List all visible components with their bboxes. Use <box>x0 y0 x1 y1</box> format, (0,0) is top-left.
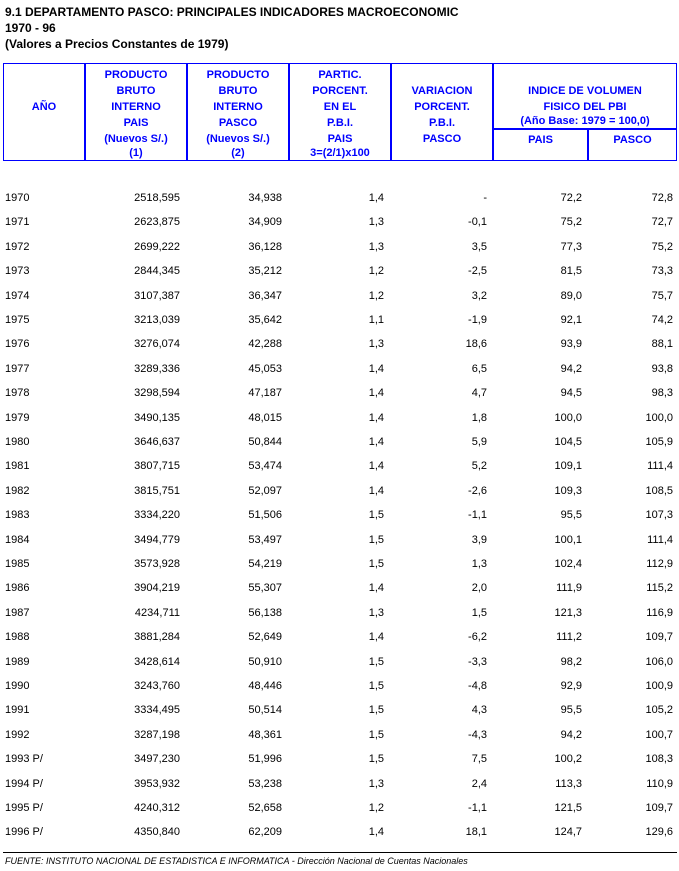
cell-year: 1974 <box>5 289 30 302</box>
cell-pbi-pais: 4234,711 <box>134 606 180 619</box>
indice-line: (Año Base: 1979 = 100,0) <box>520 115 650 127</box>
cell-pbi-pais: 3298,594 <box>134 387 180 400</box>
table-row <box>0 534 679 558</box>
cell-pbi-pais: 3107,387 <box>134 289 180 302</box>
cell-year: 1982 <box>5 484 30 497</box>
partic-line: PAIS <box>327 133 353 145</box>
cell-variacion: -2,5 <box>468 265 487 278</box>
cell-pbi-pasco: 34,938 <box>248 192 282 204</box>
cell-variacion: 4,3 <box>471 704 487 717</box>
table-period: 1970 - 96 <box>5 21 56 35</box>
cell-indice-pasco: 88,1 <box>651 338 673 351</box>
cell-pbi-pais: 3904,219 <box>134 582 180 595</box>
cell-pbi-pasco: 55,307 <box>248 582 282 595</box>
cell-variacion: 5,9 <box>471 436 487 448</box>
cell-partic: 1,3 <box>368 338 384 351</box>
cell-indice-pais: 94,5 <box>560 387 582 400</box>
table-row <box>0 363 679 387</box>
cell-variacion: 2,4 <box>471 777 487 790</box>
cell-indice-pais: 77,3 <box>560 240 582 253</box>
cell-variacion: 6,5 <box>471 362 487 375</box>
pbi-pasco-lines <box>188 67 288 159</box>
cell-year: 1989 <box>5 655 30 668</box>
cell-partic: 1,4 <box>368 411 384 424</box>
cell-pbi-pais: 3289,336 <box>134 362 180 375</box>
cell-variacion: 5,2 <box>471 460 487 473</box>
cell-pbi-pasco: 42,288 <box>248 338 282 351</box>
cell-indice-pais: 92,1 <box>560 314 582 326</box>
cell-partic: 1,1 <box>368 314 384 326</box>
cell-partic: 1,2 <box>368 265 384 278</box>
cell-year: 1977 <box>5 362 30 375</box>
cell-pbi-pais: 3494,779 <box>134 533 180 546</box>
cell-indice-pais: 98,2 <box>560 655 582 668</box>
cell-indice-pasco: 115,2 <box>646 582 673 595</box>
cell-indice-pais: 113,3 <box>555 777 582 790</box>
cell-pbi-pasco: 51,996 <box>248 753 282 766</box>
cell-indice-pasco: 72,7 <box>651 216 673 229</box>
cell-year: 1971 <box>5 216 30 229</box>
header-anio-label: AÑO <box>31 101 57 113</box>
pbi-pasco-line: INTERNO <box>213 101 263 113</box>
cell-pbi-pasco: 52,097 <box>248 484 282 497</box>
cell-indice-pasco: 129,6 <box>645 826 673 839</box>
table-row <box>0 558 679 582</box>
cell-partic: 1,5 <box>368 753 384 766</box>
cell-indice-pasco: 72,8 <box>651 192 673 204</box>
variacion-line: P.B.I. <box>428 117 456 129</box>
footer-rule <box>3 852 677 853</box>
table-row <box>0 607 679 631</box>
cell-pbi-pasco: 35,642 <box>248 314 282 326</box>
cell-pbi-pasco: 48,015 <box>248 411 282 424</box>
cell-pbi-pais: 2699,222 <box>134 240 180 253</box>
cell-indice-pasco: 105,9 <box>645 436 673 448</box>
header-indice <box>494 64 676 128</box>
cell-pbi-pais: 3276,074 <box>134 338 180 351</box>
cell-indice-pasco: 106,0 <box>645 655 673 668</box>
cell-partic: 1,4 <box>368 387 384 400</box>
cell-pbi-pais: 3807,715 <box>134 460 180 473</box>
cell-pbi-pasco: 52,649 <box>248 631 282 644</box>
cell-year: 1975 <box>5 314 30 326</box>
cell-indice-pasco: 73,3 <box>651 265 673 278</box>
cell-indice-pasco: 109,7 <box>645 631 673 644</box>
table-row <box>0 631 679 655</box>
variacion-line: VARIACION <box>411 85 473 97</box>
table-row <box>0 387 679 411</box>
cell-variacion: 3,9 <box>471 533 487 546</box>
cell-pbi-pais: 3287,198 <box>134 728 180 741</box>
partic-line: PARTIC. <box>318 69 362 81</box>
cell-pbi-pais: 3490,135 <box>134 411 180 424</box>
cell-indice-pais: 104,5 <box>554 436 582 448</box>
header-variacion <box>392 64 492 160</box>
partic-lines <box>290 67 390 159</box>
cell-year: 1993 P/ <box>5 753 43 766</box>
cell-indice-pais: 121,3 <box>554 606 582 619</box>
cell-year: 1992 <box>5 728 30 741</box>
cell-variacion: 3,2 <box>471 289 487 302</box>
cell-indice-pasco: 111,4 <box>647 533 673 546</box>
indice-lines <box>494 83 676 127</box>
table-row <box>0 778 679 802</box>
cell-year: 1980 <box>5 436 30 448</box>
cell-partic: 1,4 <box>368 436 384 448</box>
cell-indice-pais: 121,5 <box>554 802 582 814</box>
cell-partic: 1,4 <box>368 484 384 497</box>
table-row <box>0 192 679 216</box>
pbi-pais-line: INTERNO <box>111 101 161 113</box>
cell-indice-pais: 111,9 <box>556 582 582 595</box>
header-pbi-pais <box>86 64 186 160</box>
cell-partic: 1,5 <box>368 533 384 546</box>
cell-variacion: 18,1 <box>465 826 487 839</box>
table-header <box>3 63 677 161</box>
cell-partic: 1,3 <box>368 216 384 229</box>
cell-indice-pais: 92,9 <box>560 680 582 692</box>
cell-indice-pasco: 108,5 <box>645 484 673 497</box>
cell-year: 1978 <box>5 387 30 400</box>
header-partic <box>290 64 390 160</box>
cell-partic: 1,4 <box>368 460 384 473</box>
cell-partic: 1,5 <box>368 728 384 741</box>
cell-variacion: 3,5 <box>471 240 487 253</box>
cell-pbi-pais: 3815,751 <box>134 484 180 497</box>
cell-variacion: -4,3 <box>468 728 487 741</box>
cell-pbi-pais: 3428,614 <box>134 655 180 668</box>
cell-indice-pasco: 107,3 <box>645 509 673 522</box>
table-title: 9.1 DEPARTAMENTO PASCO: PRINCIPALES INDICADORES MACROECONOMIC <box>5 5 459 19</box>
table-row <box>0 241 679 265</box>
partic-line: 3=(2/1)x100 <box>310 147 370 159</box>
table-row <box>0 729 679 753</box>
cell-indice-pasco: 111,4 <box>647 460 673 473</box>
cell-variacion: - <box>483 192 487 204</box>
cell-partic: 1,4 <box>368 192 384 204</box>
cell-indice-pasco: 75,2 <box>651 240 673 253</box>
table-row <box>0 412 679 436</box>
cell-indice-pasco: 100,0 <box>645 411 673 424</box>
cell-pbi-pais: 3334,495 <box>134 704 180 717</box>
table-row <box>0 826 679 850</box>
table-row <box>0 216 679 240</box>
cell-indice-pais: 94,2 <box>560 728 582 741</box>
cell-pbi-pais: 3881,284 <box>134 631 180 644</box>
cell-partic: 1,2 <box>368 289 384 302</box>
cell-indice-pasco: 110,9 <box>646 777 673 790</box>
cell-indice-pais: 95,5 <box>560 509 582 522</box>
cell-indice-pais: 100,2 <box>554 753 582 766</box>
cell-pbi-pasco: 56,138 <box>248 606 282 619</box>
table-row <box>0 802 679 826</box>
cell-partic: 1,2 <box>368 802 384 814</box>
cell-pbi-pasco: 53,474 <box>248 460 282 473</box>
cell-pbi-pais: 2844,345 <box>134 265 180 278</box>
cell-indice-pasco: 116,9 <box>646 606 673 619</box>
cell-pbi-pasco: 53,497 <box>248 533 282 546</box>
pbi-pais-lines <box>86 67 186 159</box>
cell-partic: 1,4 <box>368 631 384 644</box>
cell-indice-pasco: 75,7 <box>651 289 673 302</box>
cell-pbi-pais: 3243,760 <box>134 680 180 692</box>
pbi-pasco-line: (Nuevos S/.) <box>206 133 270 145</box>
cell-year: 1995 P/ <box>5 802 43 814</box>
cell-year: 1973 <box>5 265 30 278</box>
cell-indice-pasco: 74,2 <box>651 314 673 326</box>
cell-year: 1988 <box>5 631 30 644</box>
pbi-pasco-line: (2) <box>231 147 245 159</box>
cell-variacion: 7,5 <box>471 753 487 766</box>
variacion-lines <box>392 83 492 147</box>
cell-indice-pasco: 100,9 <box>645 680 673 692</box>
cell-indice-pasco: 105,2 <box>645 704 673 717</box>
cell-variacion: -1,1 <box>468 509 487 522</box>
cell-partic: 1,4 <box>368 582 384 595</box>
cell-indice-pais: 89,0 <box>560 289 582 302</box>
cell-pbi-pasco: 34,909 <box>248 216 282 229</box>
cell-variacion: -3,3 <box>468 655 487 668</box>
cell-variacion: 1,8 <box>471 411 487 424</box>
table-row <box>0 460 679 484</box>
cell-partic: 1,5 <box>368 704 384 717</box>
table-row <box>0 485 679 509</box>
cell-pbi-pais: 3573,928 <box>134 558 180 570</box>
table-row <box>0 338 679 362</box>
indice-line: INDICE DE VOLUMEN <box>528 85 642 97</box>
cell-pbi-pais: 3334,220 <box>134 509 180 522</box>
cell-pbi-pasco: 50,844 <box>248 436 282 448</box>
cell-pbi-pasco: 50,910 <box>248 655 282 668</box>
pbi-pasco-line: PRODUCTO <box>206 69 270 81</box>
cell-year: 1985 <box>5 558 30 570</box>
cell-variacion: 4,7 <box>471 387 487 400</box>
pbi-pais-line: BRUTO <box>116 85 156 97</box>
cell-pbi-pasco: 62,209 <box>248 826 282 839</box>
pbi-pasco-line: PASCO <box>218 117 258 129</box>
cell-pbi-pais: 3953,932 <box>134 777 180 790</box>
table-row <box>0 265 679 289</box>
variacion-line: PASCO <box>422 133 462 145</box>
table-row <box>0 704 679 728</box>
pbi-pais-line: PAIS <box>123 117 149 129</box>
cell-year: 1970 <box>5 192 30 204</box>
cell-pbi-pasco: 35,212 <box>248 265 282 278</box>
partic-line: PORCENT. <box>312 85 368 97</box>
cell-indice-pais: 100,1 <box>554 533 582 546</box>
cell-pbi-pais: 3646,637 <box>134 436 180 448</box>
cell-pbi-pais: 3497,230 <box>134 753 180 766</box>
table-row <box>0 680 679 704</box>
cell-indice-pasco: 98,3 <box>651 387 673 400</box>
cell-pbi-pasco: 36,128 <box>248 240 282 253</box>
cell-year: 1990 <box>5 680 30 692</box>
indice-pais-label: PAIS <box>528 134 553 146</box>
cell-indice-pais: 109,3 <box>554 484 582 497</box>
cell-variacion: 18,6 <box>465 338 487 351</box>
pbi-pais-line: (Nuevos S/.) <box>104 133 168 145</box>
cell-year: 1981 <box>5 460 30 473</box>
cell-pbi-pasco: 52,658 <box>248 802 282 814</box>
cell-variacion: 2,0 <box>471 582 487 595</box>
cell-pbi-pasco: 36,347 <box>248 289 282 302</box>
cell-year: 1972 <box>5 240 30 253</box>
cell-partic: 1,3 <box>368 777 384 790</box>
cell-indice-pasco: 108,3 <box>645 753 673 766</box>
cell-pbi-pasco: 48,361 <box>248 728 282 741</box>
cell-year: 1983 <box>5 509 30 522</box>
cell-indice-pais: 72,2 <box>560 192 582 204</box>
cell-partic: 1,5 <box>368 655 384 668</box>
cell-partic: 1,5 <box>368 680 384 692</box>
cell-pbi-pasco: 51,506 <box>248 509 282 522</box>
table-subtitle: (Valores a Precios Constantes de 1979) <box>5 37 229 51</box>
cell-pbi-pais: 2518,595 <box>134 192 180 204</box>
table-row <box>0 656 679 680</box>
cell-year: 1994 P/ <box>5 777 43 790</box>
cell-year: 1986 <box>5 582 30 595</box>
cell-indice-pasco: 93,8 <box>651 362 673 375</box>
indice-pasco-label: PASCO <box>613 134 652 146</box>
cell-indice-pais: 94,2 <box>560 362 582 375</box>
cell-pbi-pasco: 45,053 <box>248 362 282 375</box>
cell-indice-pasco: 100,7 <box>645 728 673 741</box>
cell-pbi-pasco: 47,187 <box>248 387 282 400</box>
indice-line: FISICO DEL PBI <box>543 101 627 113</box>
header-indice-pasco <box>589 130 676 160</box>
table-row <box>0 290 679 314</box>
table-row <box>0 582 679 606</box>
header-indice-pais <box>494 130 587 160</box>
pbi-pasco-line: BRUTO <box>218 85 258 97</box>
table-row <box>0 753 679 777</box>
cell-variacion: 1,3 <box>471 558 487 570</box>
cell-pbi-pais: 4350,840 <box>134 826 180 839</box>
cell-indice-pais: 100,0 <box>554 411 582 424</box>
cell-indice-pais: 75,2 <box>560 216 582 229</box>
pbi-pais-line: PRODUCTO <box>104 69 168 81</box>
cell-partic: 1,4 <box>368 826 384 839</box>
cell-partic: 1,3 <box>368 240 384 253</box>
cell-partic: 1,5 <box>368 558 384 570</box>
partic-line: P.B.I. <box>326 117 354 129</box>
cell-indice-pasco: 112,9 <box>646 558 673 570</box>
table-row <box>0 509 679 533</box>
cell-partic: 1,5 <box>368 509 384 522</box>
partic-line: EN EL <box>323 101 357 113</box>
cell-pbi-pasco: 50,514 <box>248 704 282 717</box>
cell-variacion: -0,1 <box>468 216 487 229</box>
cell-year: 1976 <box>5 338 30 351</box>
cell-indice-pais: 95,5 <box>560 704 582 717</box>
table-row <box>0 314 679 338</box>
cell-variacion: 1,5 <box>471 606 487 619</box>
cell-pbi-pais: 3213,039 <box>134 314 180 326</box>
cell-variacion: -6,2 <box>468 631 487 644</box>
cell-indice-pais: 81,5 <box>560 265 582 278</box>
cell-variacion: -1,9 <box>468 314 487 326</box>
cell-partic: 1,3 <box>368 606 384 619</box>
cell-year: 1991 <box>5 704 30 717</box>
source-note: FUENTE: INSTITUTO NACIONAL DE ESTADISTICA E INFORMATICA - Dirección Nacional de Cuentas Nacionales <box>5 856 468 866</box>
cell-indice-pais: 102,4 <box>554 558 582 570</box>
cell-indice-pais: 109,1 <box>554 460 582 473</box>
cell-pbi-pais: 4240,312 <box>134 802 180 814</box>
cell-pbi-pasco: 54,219 <box>248 558 282 570</box>
header-anio <box>4 64 84 160</box>
cell-pbi-pasco: 53,238 <box>248 777 282 790</box>
cell-partic: 1,4 <box>368 362 384 375</box>
cell-indice-pasco: 109,7 <box>645 802 673 814</box>
cell-indice-pais: 111,2 <box>556 631 582 644</box>
variacion-line: PORCENT. <box>414 101 470 113</box>
cell-pbi-pasco: 48,446 <box>248 680 282 692</box>
cell-year: 1979 <box>5 411 30 424</box>
cell-variacion: -4,8 <box>468 680 487 692</box>
cell-variacion: -2,6 <box>468 484 487 497</box>
cell-indice-pais: 124,7 <box>554 826 582 839</box>
pbi-pais-line: (1) <box>129 147 143 159</box>
cell-year: 1987 <box>5 606 30 619</box>
header-pbi-pasco <box>188 64 288 160</box>
cell-year: 1984 <box>5 533 30 546</box>
cell-pbi-pais: 2623,875 <box>134 216 180 229</box>
cell-variacion: -1,1 <box>468 802 487 814</box>
table-row <box>0 436 679 460</box>
cell-year: 1996 P/ <box>5 826 43 839</box>
cell-indice-pais: 93,9 <box>560 338 582 351</box>
